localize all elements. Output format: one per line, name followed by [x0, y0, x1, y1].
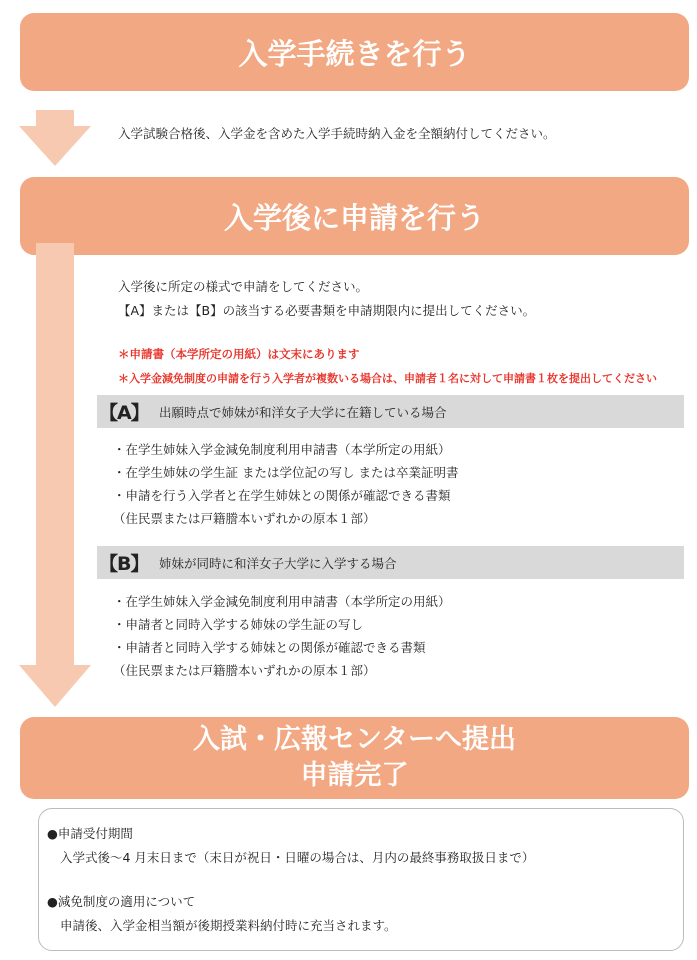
down-arrow-icon [19, 110, 91, 166]
list-item: ・在学生姉妹入学金減免制度利用申請書（本学所定の用紙） [113, 594, 451, 609]
section-a-key: 【A】 [99, 402, 149, 424]
period-text: 入学式後～4 月末日まで（末日が祝日・日曜の場合は、月内の最終事務取扱日まで） [60, 850, 535, 865]
down-arrow-icon [19, 243, 91, 707]
step3-title-line1: 入試・広報センターへ提出 [193, 724, 516, 755]
step3-title-line2: 申請完了 [300, 760, 409, 791]
list-item: ・申請を行う入学者と在学生姉妹との関係が確認できる書類 [113, 488, 451, 503]
list-item: ・在学生姉妹入学金減免制度利用申請書（本学所定の用紙） [113, 442, 451, 457]
step1-title: 入学手続きを行う [238, 36, 471, 71]
list-item: ・申請者と同時入学する姉妹の学生証の写し [113, 617, 364, 632]
step2-title: 入学後に申請を行う [223, 200, 485, 235]
red-note: ＊入学金減免制度の申請を行う入学者が複数いる場合は、申請者１名に対して申請書１枚を提出してください [118, 372, 657, 385]
section-b-key: 【B】 [99, 553, 149, 575]
section-b-title: 姉妹が同時に和洋女子大学に入学する場合 [159, 555, 397, 571]
step2-intro-line: 【A】または【B】の該当する必要書類を申請期限内に提出してください。 [118, 303, 536, 318]
list-item: ・在学生姉妹の学生証 または学位記の写し または卒業証明書 [113, 465, 459, 480]
step1-banner [20, 13, 689, 91]
step1-note: 入学試験合格後、入学金を含めた入学手続時納入金を全額納付してください。 [118, 126, 556, 141]
period-heading: ●申請受付期間 [47, 826, 133, 841]
step2-banner [20, 177, 689, 255]
section-a-title: 出願時点で姉妹が和洋女子大学に在籍している場合 [159, 404, 447, 420]
apply-text: 申請後、入学金相当額が後期授業料納付時に充当されます。 [60, 918, 397, 933]
red-note: ＊申請書（本学所定の用紙）は文末にあります [118, 347, 360, 361]
step3-banner [20, 717, 689, 799]
apply-heading: ●減免制度の適用について [47, 894, 196, 909]
list-item: ・申請者と同時入学する姉妹との関係が確認できる書類 [113, 640, 426, 655]
step2-intro-line: 入学後に所定の様式で申請をしてください。 [118, 279, 369, 294]
section-a-header [97, 395, 684, 428]
section-b-header [97, 546, 684, 579]
list-item: （住民票または戸籍謄本いずれかの原本１部） [113, 511, 376, 526]
list-item: （住民票または戸籍謄本いずれかの原本１部） [113, 663, 376, 678]
